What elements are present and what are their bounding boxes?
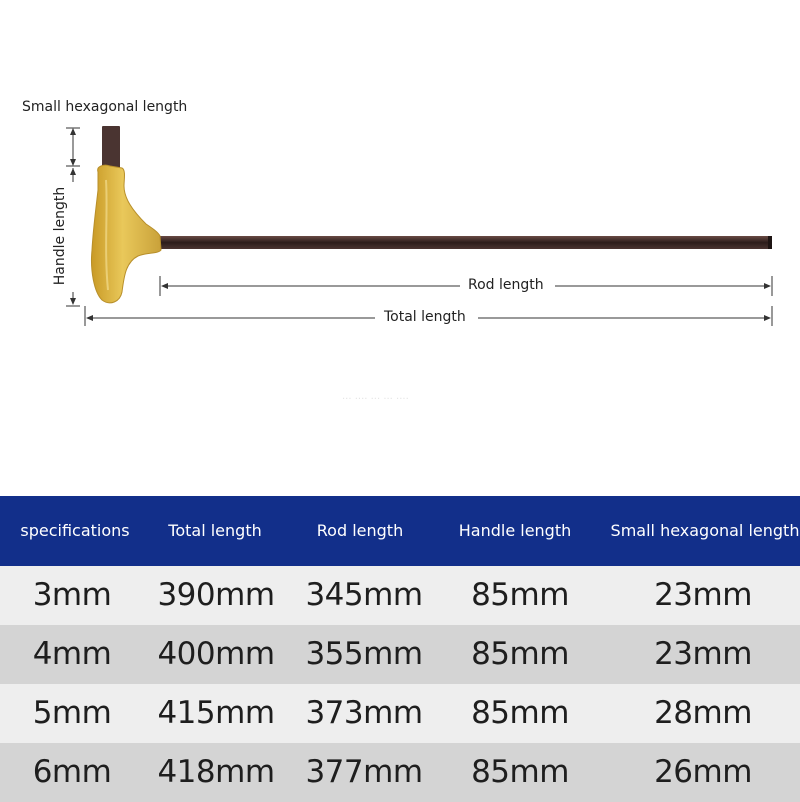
table-row: [0, 684, 800, 743]
cell-rod: 377mm: [305, 754, 423, 790]
cell-spec: 5mm: [32, 695, 112, 731]
handle: [91, 165, 161, 303]
cell-spec: 4mm: [32, 636, 112, 672]
specifications-table: [0, 496, 800, 800]
cell-handle: 85mm: [471, 636, 569, 672]
header-small-hex-length: Small hexagonal length: [610, 521, 800, 540]
cell-handle: 85mm: [471, 577, 569, 613]
cell-rod: 355mm: [305, 636, 423, 672]
cell-total: 418mm: [157, 754, 275, 790]
cell-rod: 345mm: [305, 577, 423, 613]
cell-spec: 3mm: [32, 577, 112, 613]
cell-total: 400mm: [157, 636, 275, 672]
dimension-arrows: [70, 128, 771, 321]
cell-total: 415mm: [157, 695, 275, 731]
total-length-label: Total length: [379, 309, 471, 325]
table-header: [0, 496, 800, 566]
handle-length-label: Handle length: [52, 186, 68, 286]
table-row: [0, 566, 800, 625]
cell-handle: 85mm: [471, 695, 569, 731]
small-hex-length-label: Small hexagonal length: [22, 99, 188, 115]
table-row: [0, 743, 800, 802]
cell-spec: 6mm: [32, 754, 112, 790]
watermark: ··· ···· ··· ··· ····: [342, 394, 409, 405]
table-row: [0, 625, 800, 684]
cell-hex: 26mm: [654, 754, 752, 790]
cell-rod: 373mm: [305, 695, 423, 731]
header-rod-length: Rod length: [316, 521, 404, 540]
cell-hex: 23mm: [654, 636, 752, 672]
rod: [152, 236, 771, 249]
header-handle-length: Handle length: [458, 521, 572, 540]
cell-handle: 85mm: [471, 754, 569, 790]
header-total-length: Total length: [168, 521, 262, 540]
cell-hex: 28mm: [654, 695, 752, 731]
cell-hex: 23mm: [654, 577, 752, 613]
rod-length-label: Rod length: [463, 277, 549, 293]
header-specifications: specifications: [20, 521, 130, 540]
dimension-lines: [66, 128, 772, 326]
cell-total: 390mm: [157, 577, 275, 613]
